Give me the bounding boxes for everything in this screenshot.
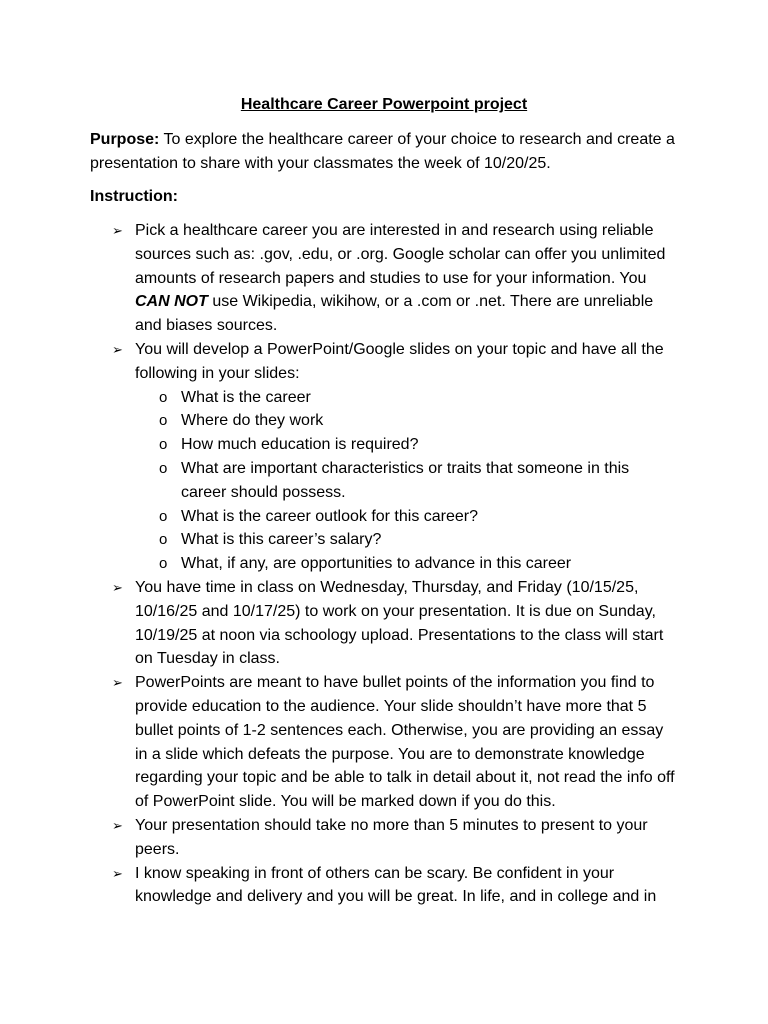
sub-item-text: What is this career’s salary? bbox=[181, 531, 382, 549]
arrow-bullet-icon: ➢ bbox=[112, 341, 123, 357]
sub-list-item bbox=[135, 528, 661, 552]
sub-item-text: How much education is required? bbox=[181, 436, 419, 454]
circle-bullet-icon: o bbox=[159, 555, 168, 573]
circle-bullet-icon: o bbox=[159, 436, 168, 454]
list-item bbox=[0, 671, 680, 814]
sub-list-item bbox=[135, 457, 661, 505]
arrow-bullet-icon: ➢ bbox=[112, 817, 123, 833]
purpose-paragraph bbox=[90, 128, 690, 176]
circle-bullet-icon: o bbox=[159, 531, 168, 549]
sub-item-text: What, if any, are opportunities to advance in this career bbox=[181, 555, 572, 573]
sub-item-text: What are important characteristics or traits that someone in this career should possess. bbox=[181, 459, 630, 501]
bullet-text: You will develop a PowerPoint/Google slides on your topic and have all the following in your slides: bbox=[135, 340, 664, 382]
list-item bbox=[0, 576, 680, 671]
sub-list bbox=[135, 386, 680, 576]
purpose-text: To explore the healthcare career of your choice to research and create a presentation to share with your classmates the week of 10/20/25. bbox=[90, 131, 675, 172]
sub-item-text: What is the career bbox=[181, 388, 311, 406]
bullet-text: You have time in class on Wednesday, Thursday, and Friday (10/15/25, 10/16/25 and 10/17/25) to work on your presentation. It is due on Sunday, 10/19/25 at noon via schoology upload. Presentations to the class will start on Tuesday in class. bbox=[135, 578, 664, 668]
instruction-list bbox=[0, 219, 768, 909]
arrow-bullet-icon: ➢ bbox=[112, 579, 123, 595]
list-item bbox=[0, 219, 680, 338]
sub-item-text: What is the career outlook for this career? bbox=[181, 507, 479, 525]
bullet-text: Your presentation should take no more than 5 minutes to present to your peers. bbox=[135, 816, 648, 858]
circle-bullet-icon: o bbox=[159, 507, 168, 525]
sub-list-item bbox=[135, 386, 661, 410]
arrow-bullet-icon: ➢ bbox=[112, 865, 123, 881]
sub-list-item bbox=[135, 505, 661, 529]
bullet-text: I know speaking in front of others can be scary. Be confident in your knowledge and delivery and you will be great. In life, and in college and in bbox=[135, 864, 657, 906]
circle-bullet-icon: o bbox=[159, 412, 168, 430]
sub-list-item bbox=[135, 433, 661, 457]
sub-list-item bbox=[135, 552, 661, 576]
bullet-text: use Wikipedia, wikihow, or a .com or .net. There are unreliable and biases sources. bbox=[135, 293, 654, 335]
purpose-label: Purpose: bbox=[90, 131, 160, 148]
bullet-emphasis: CAN NOT bbox=[135, 293, 208, 311]
list-item bbox=[0, 862, 680, 910]
list-item bbox=[0, 814, 680, 862]
circle-bullet-icon: o bbox=[159, 388, 168, 406]
list-item bbox=[0, 338, 680, 576]
arrow-bullet-icon: ➢ bbox=[112, 675, 123, 691]
sub-item-text: Where do they work bbox=[181, 412, 324, 430]
sub-list-item bbox=[135, 409, 661, 433]
bullet-text: PowerPoints are meant to have bullet points of the information you find to provide education to the audience. Your slide shouldn’t have more that 5 bullet points of 1-2 sentences each. Otherwise, you are providing an essay in a slide which defeats the purpose. You are to demonstrate knowledge regarding your topic and be able to talk in detail about it, not read the info off of PowerPoint slide. You will be marked down if you do this. bbox=[135, 674, 675, 811]
instruction-label: Instruction: bbox=[90, 188, 178, 205]
bullet-text: Pick a healthcare career you are interested in and research using reliable sources such as: .gov, .edu, or .org. Google scholar can offer you unlimited amounts of research papers and studies to use for your information. You bbox=[135, 222, 666, 287]
circle-bullet-icon: o bbox=[159, 459, 168, 477]
arrow-bullet-icon: ➢ bbox=[112, 223, 123, 238]
document-title: Healthcare Career Powerpoint project bbox=[240, 96, 528, 113]
